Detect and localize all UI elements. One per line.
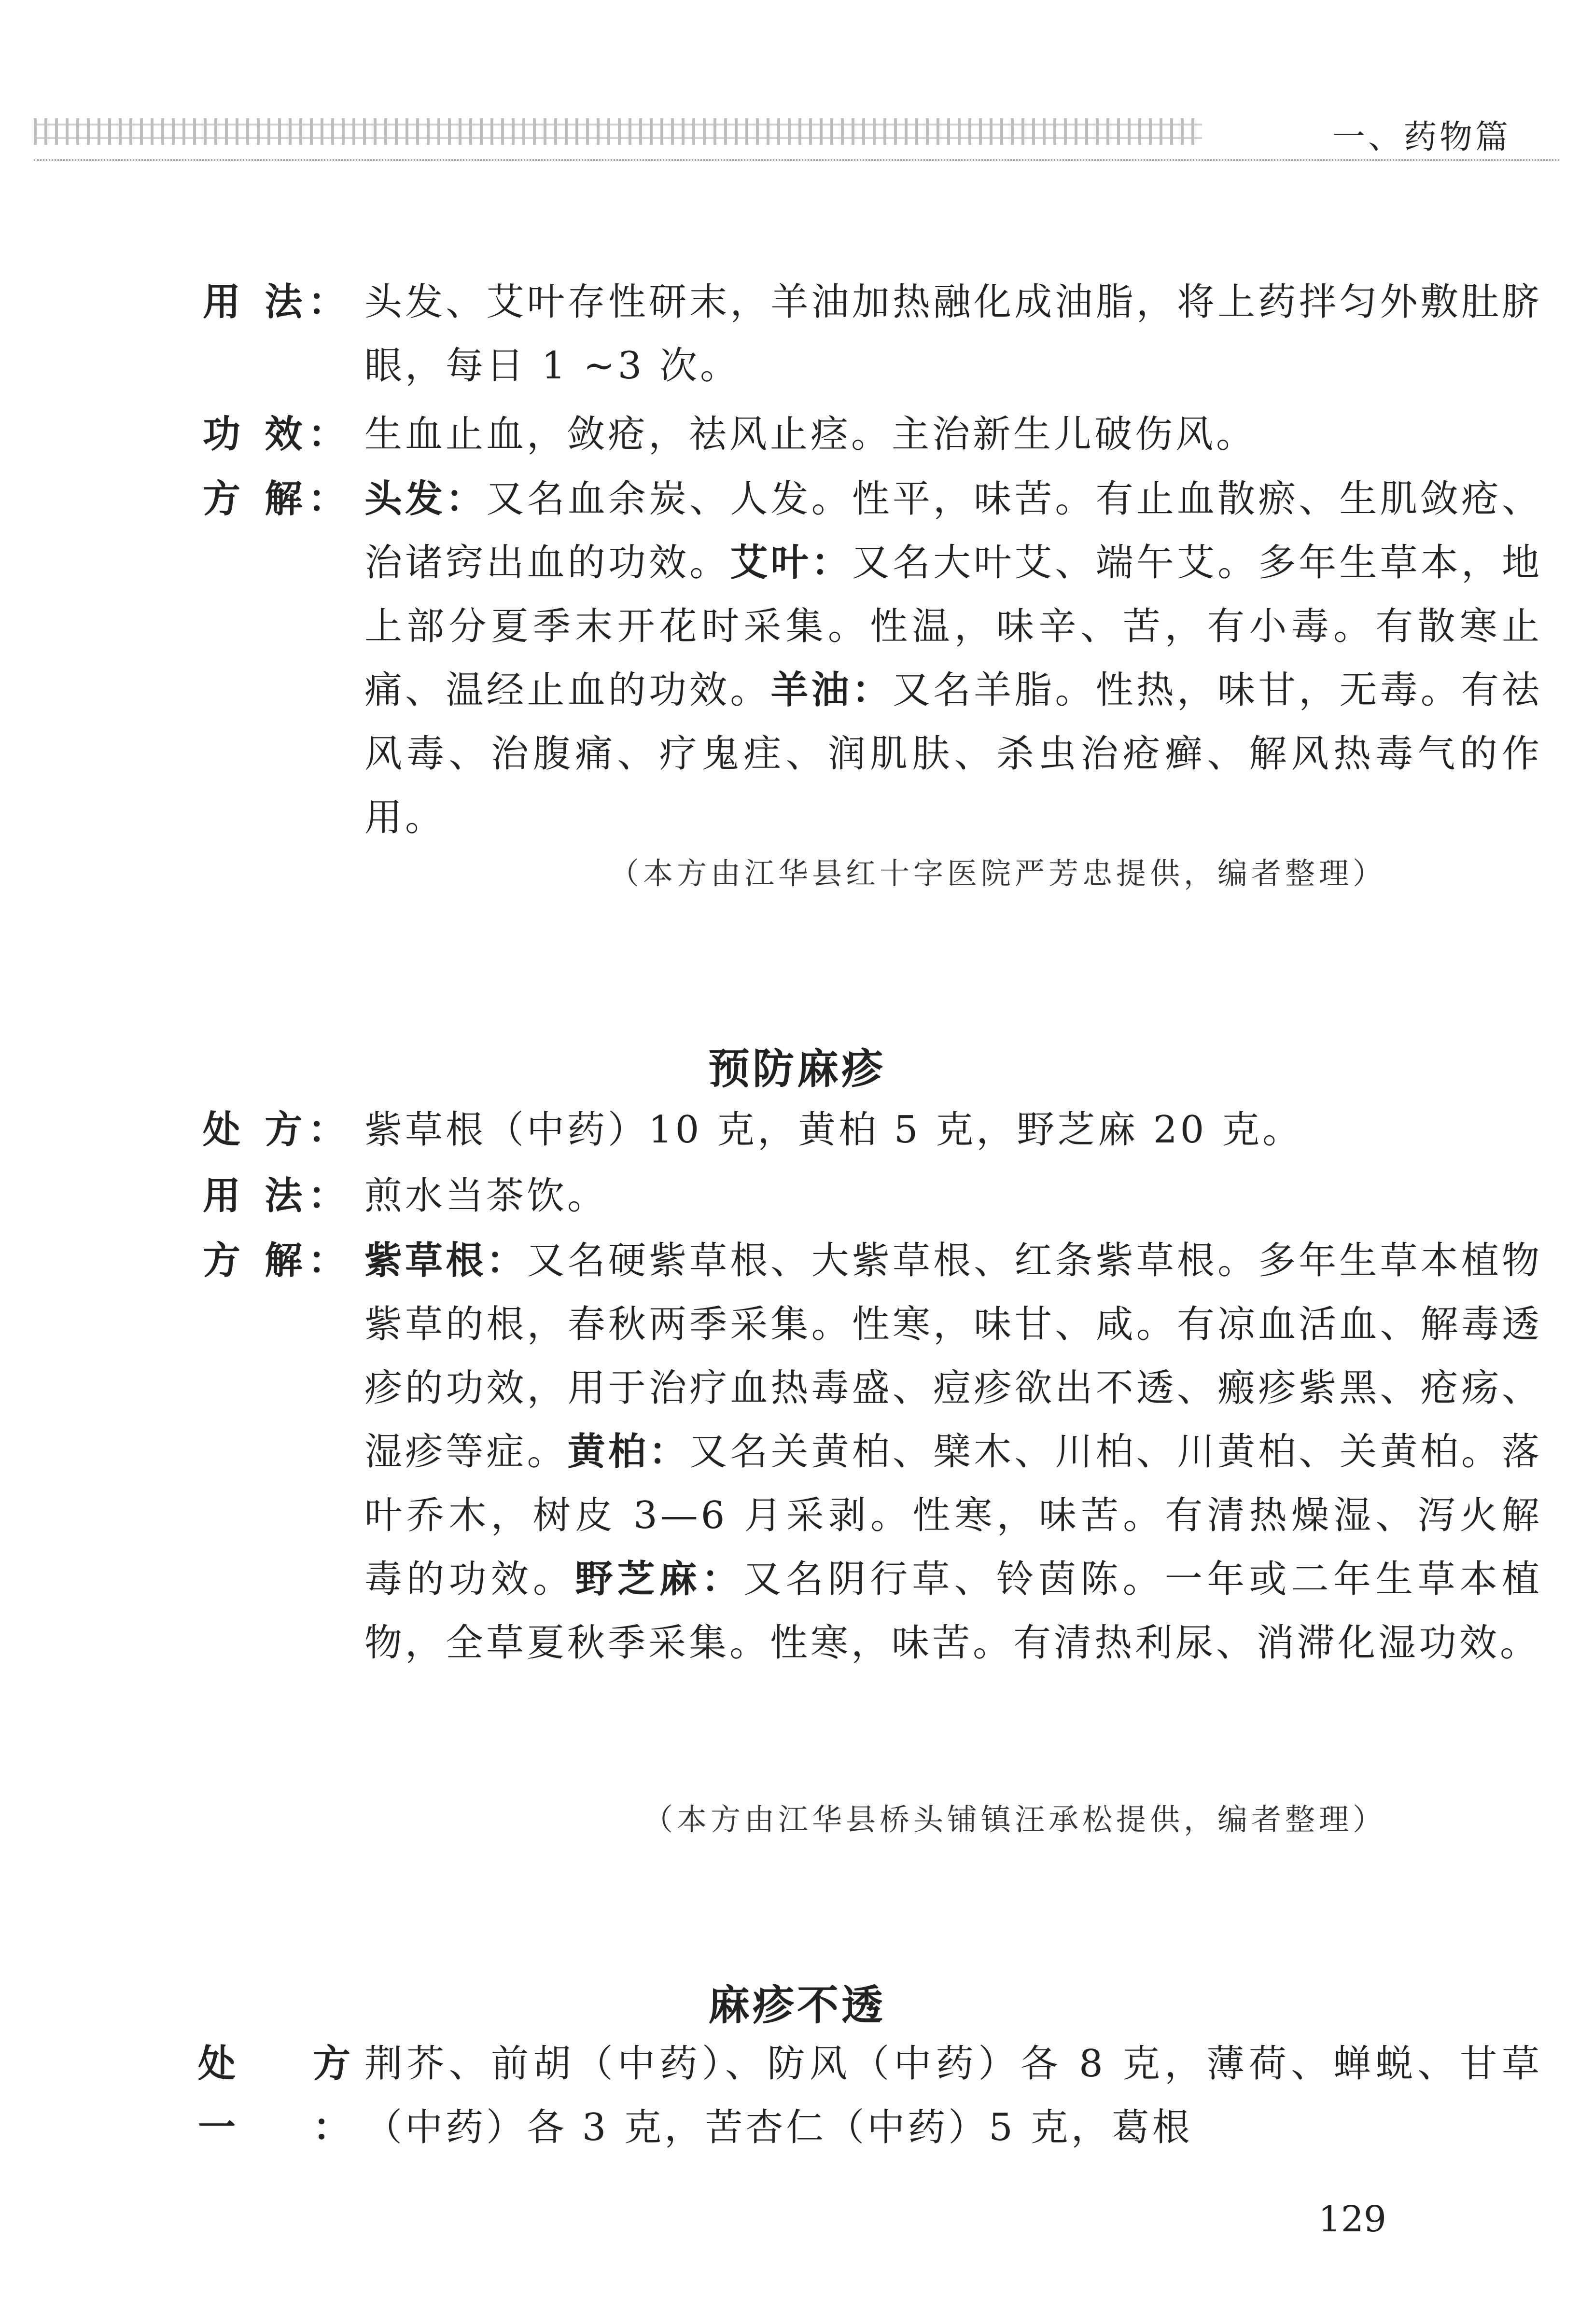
term-wild-sesame-desc: 又名阴行草、铃茵陈。一年或二年生草本植物，全草夏秋季采集。性寒，味苦。有清热利尿、消滞化湿功效。: [364, 1558, 1542, 1665]
usage-label: 用 法：: [203, 1174, 348, 1218]
header-divider: [34, 159, 1559, 161]
prescription-one-label: 处方一：: [198, 2042, 352, 2149]
chapter-title: 一、药物篇: [1332, 118, 1511, 156]
prescription-one-text: 荆芥、前胡（中药）、防风（中药）各 8 克，薄荷、蝉蜕、甘草（中药）各 3 克，苦杏仁（中药）5 克，葛根: [364, 2042, 1542, 2149]
entry-explanation: [203, 467, 1542, 849]
term-phellodendron-desc: 又名关黄柏、檗木、川柏、川黄柏、关黄柏。落叶乔木，树皮 3—6 月采剥。性寒，味苦。有清热燥湿、泻火解毒的功效。: [364, 1430, 1542, 1601]
prescription-label: 处 方：: [203, 1108, 348, 1152]
explanation-label: 方 解：: [203, 1239, 348, 1282]
explanation-text: [364, 467, 1542, 849]
source-credit: （本方由江华县桥头铺镇汪承松提供，编者整理）: [643, 1802, 1386, 1837]
usage-label: 用 法：: [203, 280, 348, 324]
entry-usage: [203, 270, 1542, 398]
decorative-border-pattern: [34, 118, 1202, 145]
term-mugwort-desc: 又名大叶艾、端午艾。多年生草本，地上部分夏季末开花时采集。性温，味辛、苦，有小毒。有散寒止痛、温经止血的功效。: [364, 541, 1542, 712]
explanation-label: 方 解：: [203, 477, 348, 521]
term-gromwell-root-desc: 又名硬紫草根、大紫草根、红条紫草根。多年生草本植物紫草的根，春秋两季采集。性寒，味甘、咸。有凉血活血、解毒透疹的功效，用于治疗血热毒盛、痘疹欲出不透、瘢疹紫黑、疮疡、湿疹等症。: [364, 1239, 1542, 1474]
entry-explanation: [203, 1229, 1542, 1675]
effect-label: 功 效：: [203, 413, 348, 456]
term-mugwort: 艾叶：: [730, 541, 852, 584]
page-number: 129: [1318, 2199, 1386, 2240]
term-hair-desc: 又名血余炭、人发。性平，味苦。有止血散瘀、生肌敛疮、治诸窍出血的功效。: [364, 477, 1542, 584]
term-gromwell-root: 紫草根：: [364, 1239, 527, 1282]
section-title: 预防麻疹: [708, 1045, 886, 1093]
source-credit: （本方由江华县红十字医院严芳忠提供，编者整理）: [609, 856, 1386, 891]
effect-text: 生血止血，敛疮，祛风止痉。主治新生儿破伤风。: [364, 413, 1257, 456]
explanation-text: [364, 1229, 1542, 1675]
usage-text: 煎水当茶饮。: [364, 1174, 608, 1218]
term-mutton-fat: 羊油：: [770, 668, 893, 712]
section-title: 麻疹不透: [708, 1981, 886, 2030]
entry-prescription: [203, 1098, 1390, 1162]
entry-usage: [203, 1164, 1390, 1228]
usage-text: 头发、艾叶存性研末，羊油加热融化成油脂，将上药拌匀外敷肚脐眼，每日 1 ~3 次。: [364, 280, 1542, 388]
prescription-text: 紫草根（中药）10 克，黄柏 5 克，野芝麻 20 克。: [364, 1108, 1303, 1152]
term-phellodendron: 黄柏：: [567, 1430, 690, 1474]
entry-effect: [203, 403, 1390, 466]
entry-prescription-one: [198, 2032, 1542, 2159]
running-header: [34, 106, 1550, 159]
term-wild-sesame: 野芝麻：: [575, 1558, 744, 1601]
term-hair: 头发：: [364, 477, 487, 521]
term-mutton-fat-desc: 又名羊脂。性热，味甘，无毒。有祛风毒、治腹痛、疗鬼疰、润肌肤、杀虫治疮癣、解风热毒气的作用。: [364, 668, 1542, 839]
